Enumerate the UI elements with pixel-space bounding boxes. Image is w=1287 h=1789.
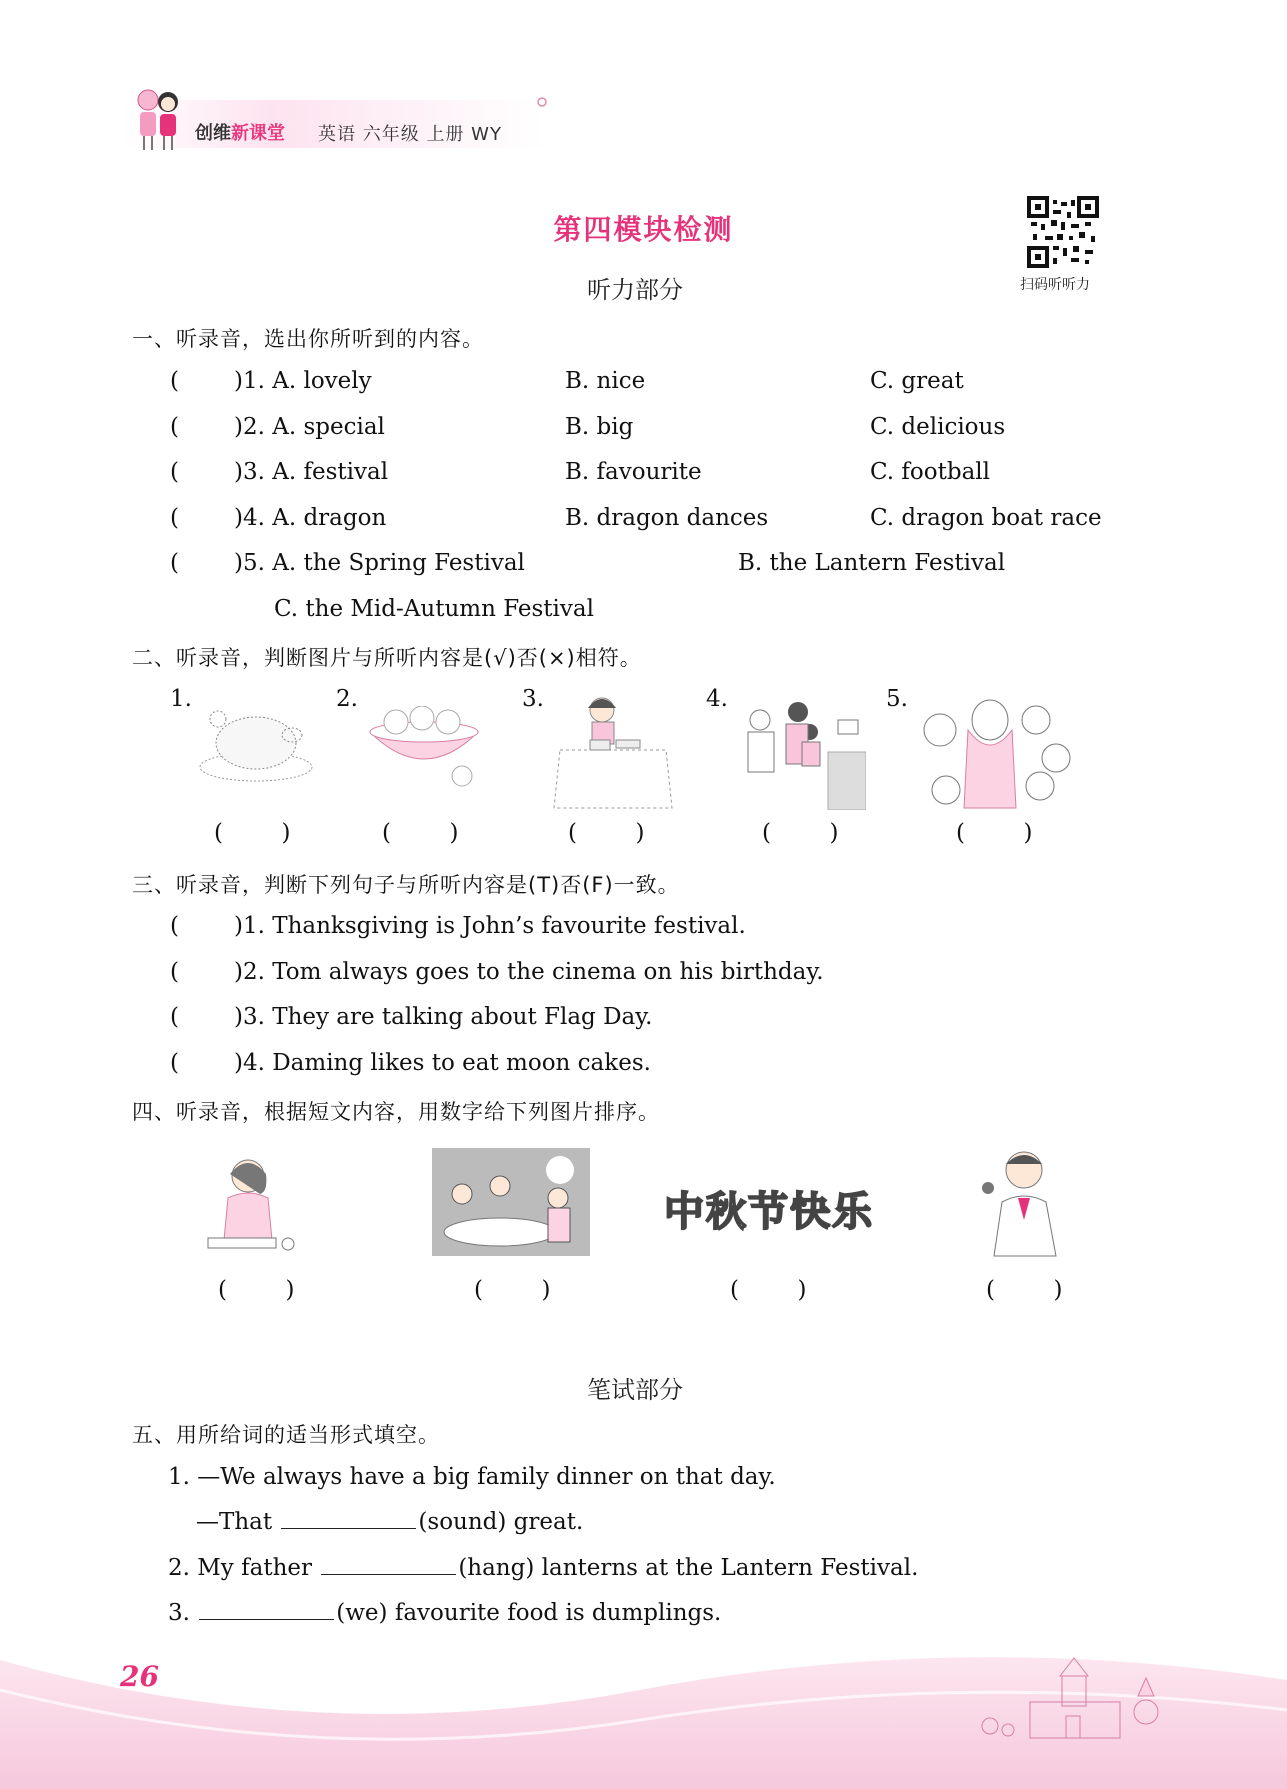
paren-open: ( xyxy=(170,414,179,440)
girl-at-table-picture xyxy=(550,690,676,810)
question-3: 3. (we) favourite food is dumplings. xyxy=(168,1600,722,1626)
family-moon-picture xyxy=(432,1148,590,1256)
option-a: )5. A. the Spring Festival xyxy=(234,550,525,576)
option-a: )1. A. lovely xyxy=(234,368,372,394)
book-subject: 英语 六年级 上册 WY xyxy=(318,124,502,145)
option-b: B. the Lantern Festival xyxy=(738,550,1006,576)
paren-open: ( xyxy=(170,459,179,485)
qr-code-icon[interactable] xyxy=(1027,196,1099,268)
answer-blank[interactable]: ( ) xyxy=(956,820,1033,846)
question-1: 1. —We always have a big family dinner on that day. xyxy=(168,1464,776,1490)
man-eating-picture xyxy=(972,1140,1072,1258)
option-b: B. big xyxy=(565,414,634,440)
statement: )3. They are talking about Flag Day. xyxy=(234,1004,653,1030)
page-number: 26 xyxy=(120,1660,159,1693)
picture-number: 1. xyxy=(170,686,192,712)
turkey-picture xyxy=(198,695,316,787)
brand-name: 创维新课堂 xyxy=(195,123,285,144)
qr-caption: 扫码听听力 xyxy=(1020,277,1090,293)
option-c: C. the Mid-Autumn Festival xyxy=(274,596,594,622)
fill-blank[interactable] xyxy=(321,1573,456,1575)
paren-open: ( xyxy=(170,1050,179,1076)
paren-open: ( xyxy=(170,505,179,531)
mid-autumn-greeting-picture: 中秋节快乐 xyxy=(664,1189,874,1235)
picture-number: 3. xyxy=(522,686,544,712)
paren-open: ( xyxy=(170,550,179,576)
part2-heading: 二、听录音，判断图片与所听内容是(√)否(×)相符。 xyxy=(132,646,642,670)
option-a: )2. A. special xyxy=(234,414,385,440)
answer-blank[interactable]: ( ) xyxy=(568,820,645,846)
statement: )1. Thanksgiving is John’s favourite festival. xyxy=(234,913,746,939)
part1-heading: 一、听录音，选出你所听到的内容。 xyxy=(132,327,484,351)
answer-blank[interactable]: ( ) xyxy=(214,820,291,846)
answer-blank[interactable]: ( ) xyxy=(762,820,839,846)
halloween-picture xyxy=(916,690,1082,812)
picture-number: 2. xyxy=(336,686,358,712)
question-2: 2. My father (hang) lanterns at the Lantern Festival. xyxy=(168,1555,919,1581)
paren-open: ( xyxy=(170,913,179,939)
option-c: C. great xyxy=(870,368,964,394)
answer-blank[interactable]: ( ) xyxy=(730,1277,807,1303)
answer-blank[interactable]: ( ) xyxy=(986,1277,1063,1303)
answer-blank[interactable]: ( ) xyxy=(382,820,459,846)
page-title: 第四模块检测 xyxy=(553,213,734,246)
paren-open: ( xyxy=(170,368,179,394)
option-b: B. favourite xyxy=(565,459,702,485)
statement: )4. Daming likes to eat moon cakes. xyxy=(234,1050,651,1076)
answer-blank[interactable]: ( ) xyxy=(474,1277,551,1303)
castle-illustration xyxy=(970,1656,1190,1740)
part5-heading: 五、用所给词的适当形式填空。 xyxy=(132,1423,440,1447)
option-c: C. dragon boat race xyxy=(870,505,1102,531)
option-b: B. dragon dances xyxy=(565,505,769,531)
picture-number: 4. xyxy=(706,686,728,712)
listening-section-title: 听力部分 xyxy=(587,276,683,304)
question-1-response: —That (sound) great. xyxy=(196,1509,584,1535)
paren-open: ( xyxy=(170,1004,179,1030)
writing-section-title: 笔试部分 xyxy=(587,1376,683,1404)
girls-illustration xyxy=(128,82,190,154)
paren-open: ( xyxy=(170,959,179,985)
part3-heading: 三、听录音，判断下列句子与所听内容是(T)否(F)一致。 xyxy=(132,873,680,897)
option-a: )3. A. festival xyxy=(234,459,389,485)
bowl-picture xyxy=(366,706,482,790)
family-picture xyxy=(738,692,866,810)
answer-blank[interactable]: ( ) xyxy=(218,1277,295,1303)
picture-number: 5. xyxy=(886,686,908,712)
woman-cooking-picture xyxy=(198,1148,308,1258)
option-b: B. nice xyxy=(565,368,646,394)
flower-icon xyxy=(532,92,552,112)
fill-blank[interactable] xyxy=(281,1527,416,1529)
option-c: C. delicious xyxy=(870,414,1006,440)
statement: )2. Tom always goes to the cinema on his birthday. xyxy=(234,959,824,985)
option-a: )4. A. dragon xyxy=(234,505,387,531)
option-c: C. football xyxy=(870,459,990,485)
part4-heading: 四、听录音，根据短文内容，用数字给下列图片排序。 xyxy=(132,1100,660,1124)
